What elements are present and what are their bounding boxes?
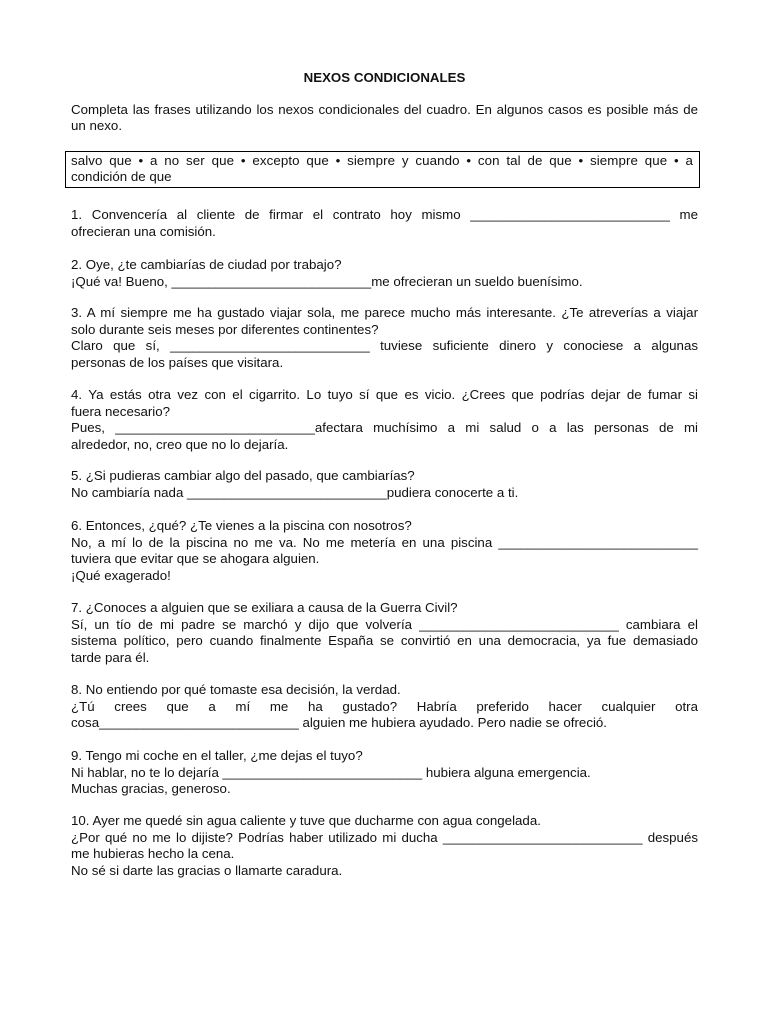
exercise-item-2 xyxy=(71,257,698,290)
exercise-line: alrededor, no, creo que no lo dejaría. xyxy=(71,436,289,452)
exercise-line: 3. A mí siempre me ha gustado viajar sola, me parece mucho más interesante. ¿Te atreverías a viajar xyxy=(71,305,698,320)
exercise-line: tuviera que evitar que se ahogara alguien. xyxy=(71,551,320,566)
exercise-line: sistema político, pero cuando finalmente España se convirtió en una democracia, ya fue demasiado xyxy=(71,633,698,648)
exercise-line: 7. ¿Conoces a alguien que se exiliara a causa de la Guerra Civil? xyxy=(71,600,458,615)
exercise-line: cosa___________________________ alguien me hubiera ayudado. Pero nadie se ofreció. xyxy=(71,715,608,730)
exercise-line: 4. Ya estás otra vez con el cigarrito. Lo tuyo sí que es vicio. ¿Crees que podrías dejar de fumar si xyxy=(71,387,698,402)
exercise-line: 8. No entiendo por qué tomaste esa decisión, la verdad. xyxy=(71,682,401,697)
exercise-line: 2. Oye, ¿te cambiarías de ciudad por trabajo? xyxy=(71,257,342,272)
page-title: NEXOS CONDICIONALES xyxy=(303,70,466,85)
exercise-item-10 xyxy=(71,813,698,879)
exercise-line: Muchas gracias, generoso. xyxy=(71,781,231,796)
exercise-line: ¿Por qué no me lo dijiste? Podrías haber utilizado mi ducha ___________________________ después xyxy=(71,829,698,845)
exercise-line: tarde para él. xyxy=(71,649,150,665)
exercise-line: No cambiaría nada ___________________________pudiera conocerte a ti. xyxy=(71,484,519,500)
exercise-line: No sé si darte las gracias o llamarte caradura. xyxy=(71,862,343,878)
exercise-line: No, a mí lo de la piscina no me va. No me metería en una piscina ___________________________ xyxy=(71,534,698,550)
exercise-line: 1. Convencería al cliente de firmar el contrato hoy mismo ___________________________ me xyxy=(71,207,698,222)
exercise-item-9 xyxy=(71,748,698,798)
exercise-line: Pues, ___________________________afectara muchísimo a mi salud o a las personas de mi xyxy=(71,420,698,435)
exercise-line: 9. Tengo mi coche en el taller, ¿me dejas el tuyo? xyxy=(71,748,363,763)
exercise-line: solo durante seis meses por diferentes continentes? xyxy=(71,321,379,337)
exercise-item-7 xyxy=(71,600,698,666)
exercise-line: 5. ¿Si pudieras cambiar algo del pasado, que cambiarías? xyxy=(71,468,415,483)
exercise-line: 6. Entonces, ¿qué? ¿Te vienes a la piscina con nosotros? xyxy=(71,518,412,533)
exercise-item-1 xyxy=(71,207,698,240)
exercise-line: personas de los países que visitara. xyxy=(71,354,284,370)
exercise-line: me hubieras hecho la cena. xyxy=(71,846,235,861)
exercise-item-3 xyxy=(71,305,698,371)
exercise-item-6 xyxy=(71,518,698,584)
connectors-box xyxy=(65,151,700,188)
connectors-list-continued: condición de que xyxy=(71,169,172,184)
exercise-line: ¡Qué va! Bueno, ___________________________me ofrecieran un sueldo buenísimo. xyxy=(71,273,583,289)
exercise-line: ofrecieran una comisión. xyxy=(71,223,216,239)
exercise-item-4 xyxy=(71,387,698,453)
instructions: Completa las frases utilizando los nexos condicionales del cuadro. En algunos casos es posible más de un nexo. xyxy=(71,101,698,133)
exercise-item-5 xyxy=(71,468,698,501)
exercise-line: ¡Qué exagerado! xyxy=(71,567,171,583)
exercise-item-8 xyxy=(71,682,698,732)
worksheet-page xyxy=(71,70,698,878)
exercise-line: Sí, un tío de mi padre se marchó y dijo que volvería ___________________________ cambiara el xyxy=(71,616,698,632)
exercise-line: Ni hablar, no te lo dejaría ___________________________ hubiera alguna emergencia. xyxy=(71,764,591,780)
exercise-line: Claro que sí, ___________________________ tuviese suficiente dinero y conociese a algunas xyxy=(71,338,698,353)
connectors-list: salvo que • a no ser que • excepto que • siempre y cuando • con tal de que • siempre que • a xyxy=(71,152,693,168)
exercise-line: ¿Tú crees que a mí me ha gustado? Habría preferido hacer cualquier otra xyxy=(71,698,698,714)
exercise-line: 10. Ayer me quedé sin agua caliente y tuve que ducharme con agua congelada. xyxy=(71,813,541,828)
exercise-line: fuera necesario? xyxy=(71,403,171,419)
